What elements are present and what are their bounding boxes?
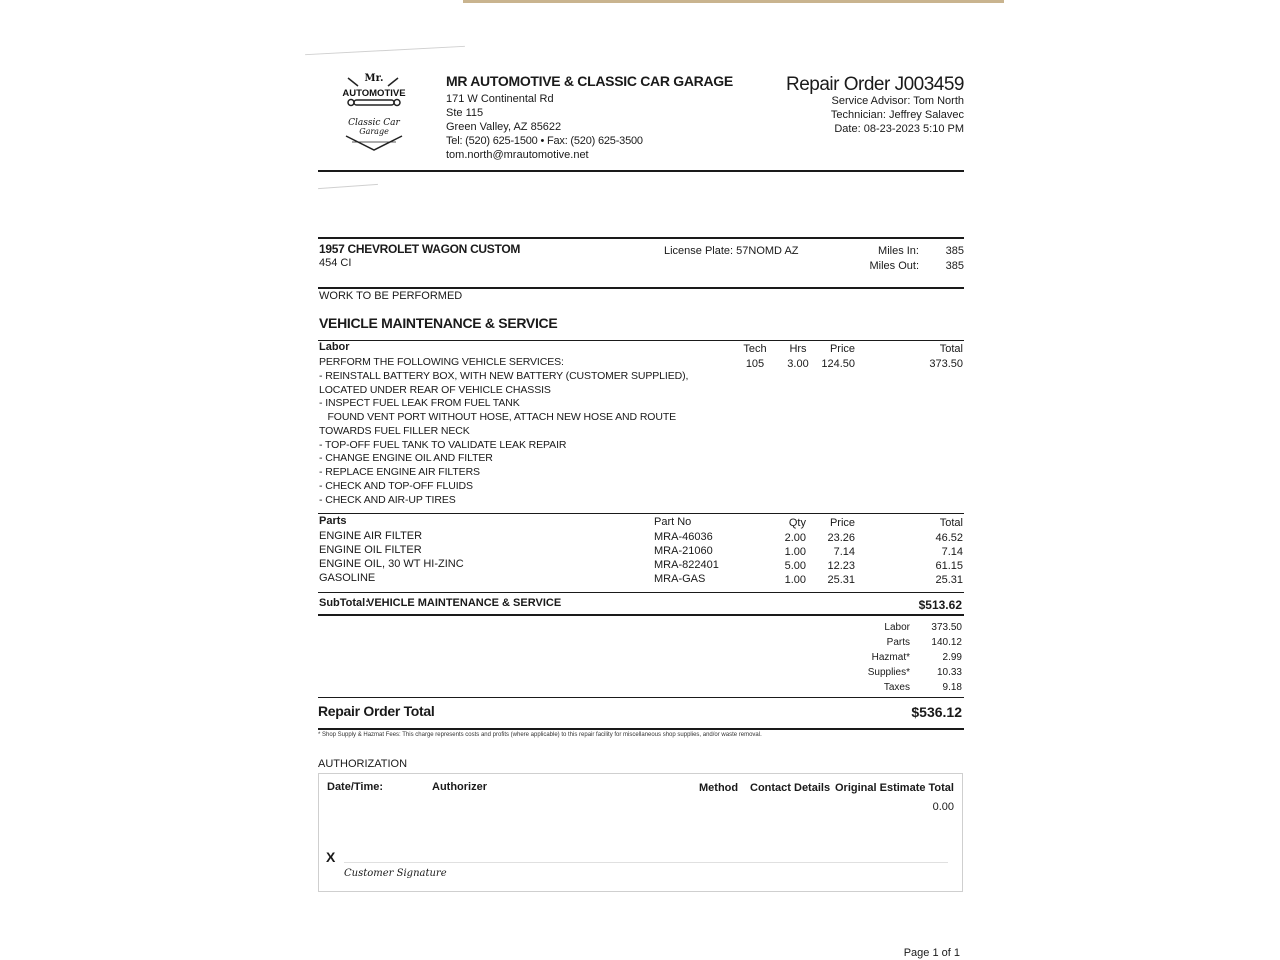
summary-parts-label: Parts xyxy=(886,637,910,648)
labor-col-tech: Tech xyxy=(743,343,767,355)
labor-line: - REINSTALL BATTERY BOX, WITH NEW BATTERY (CUSTOMER SUPPLIED), xyxy=(319,370,689,382)
logo-text-classic: Classic Car xyxy=(348,118,400,128)
shop-name: MR AUTOMOTIVE & CLASSIC CAR GARAGE xyxy=(446,73,733,89)
labor-line: - CHECK AND AIR-UP TIRES xyxy=(319,494,456,506)
parts-col-total: Total xyxy=(939,517,963,529)
parts-col-qty: Qty xyxy=(788,517,806,529)
labor-line: - CHANGE ENGINE OIL AND FILTER xyxy=(319,452,493,464)
total-bottom-rule xyxy=(318,728,964,730)
shop-city: Green Valley, AZ 85622 xyxy=(446,121,562,133)
authorization-heading: AUTHORIZATION xyxy=(318,758,408,770)
page-number: Page 1 of 1 xyxy=(903,947,960,959)
labor-hrs-value: 3.00 xyxy=(787,358,809,370)
labor-tech-value: 105 xyxy=(745,358,765,370)
customer-signature-label: Customer Signature xyxy=(344,868,447,879)
summary-supplies-value: 10.33 xyxy=(936,667,962,678)
auth-col-method: Method xyxy=(699,782,739,794)
labor-line: - INSPECT FUEL LEAK FROM FUEL TANK xyxy=(319,397,520,409)
part-qty: 1.00 xyxy=(784,574,806,586)
shop-address-line2: Ste 115 xyxy=(446,107,484,119)
labor-col-hrs: Hrs xyxy=(789,343,807,355)
labor-line: - CHECK AND TOP-OFF FLUIDS xyxy=(319,480,473,492)
signature-x-mark: X xyxy=(326,849,336,865)
labor-col-price: Price xyxy=(829,343,855,355)
fee-footnote: * Shop Supply & Hazmat Fees: This charge represents costs and profits (where applicable) to this repair facility for miscellaneous shop supplies, and/or waste removal. xyxy=(318,732,762,738)
subtotal-name: VEHICLE MAINTENANCE & SERVICE xyxy=(367,597,562,609)
subtotal-label: SubTotal: xyxy=(319,597,369,609)
summary-taxes-label: Taxes xyxy=(883,682,910,693)
parts-rule xyxy=(318,513,964,514)
repair-order-title: Repair Order J003459 xyxy=(786,74,964,95)
auth-col-date: Date/Time: xyxy=(327,781,384,793)
part-price: 23.26 xyxy=(827,532,855,544)
summary-labor-label: Labor xyxy=(884,622,910,633)
miles-in-label: Miles In: xyxy=(878,245,919,257)
shop-email[interactable]: tom.north@mrautomotive.net xyxy=(446,149,589,161)
part-number: MRA-21060 xyxy=(654,545,713,557)
part-name: ENGINE AIR FILTER xyxy=(319,530,423,542)
miles-out-value: 385 xyxy=(945,260,964,272)
auth-col-estimate: Original Estimate Total xyxy=(835,782,954,794)
part-qty: 5.00 xyxy=(784,560,806,572)
auth-estimate-value: 0.00 xyxy=(932,801,954,813)
summary-supplies-label: Supplies* xyxy=(867,667,910,678)
labor-line: LOCATED UNDER REAR OF VEHICLE CHASSIS xyxy=(319,384,551,396)
service-advisor: Service Advisor: Tom North xyxy=(831,95,964,107)
part-total: 61.15 xyxy=(935,560,963,572)
subtotal-value: $513.62 xyxy=(918,598,962,612)
summary-labor-value: 373.50 xyxy=(931,622,962,633)
scan-smudge xyxy=(305,46,465,55)
shop-phone: Tel: (520) 625-1500 • Fax: (520) 625-3500 xyxy=(446,135,643,147)
logo-text-automotive: AUTOMOTIVE xyxy=(342,88,406,99)
scan-smudge xyxy=(318,184,378,189)
part-price: 7.14 xyxy=(833,546,855,558)
shop-address-line1: 171 W Continental Rd xyxy=(446,93,554,105)
labor-header: Labor xyxy=(319,341,350,353)
technician: Technician: Jeffrey Salavec xyxy=(830,109,964,121)
labor-line: FOUND VENT PORT WITHOUT HOSE, ATTACH NEW HOSE AND ROUTE xyxy=(319,411,677,423)
summary-parts-value: 140.12 xyxy=(931,637,962,648)
miles-in-value: 385 xyxy=(945,245,964,257)
part-name: ENGINE OIL FILTER xyxy=(319,544,422,556)
labor-rule xyxy=(318,340,964,341)
vehicle-engine: 454 CI xyxy=(319,257,352,269)
labor-line: - REPLACE ENGINE AIR FILTERS xyxy=(319,466,480,478)
signature-line[interactable] xyxy=(344,862,948,863)
part-number: MRA-GAS xyxy=(654,573,706,585)
part-price: 12.23 xyxy=(827,560,855,572)
photo-edge-strip xyxy=(463,0,1004,3)
summary-taxes-value: 9.18 xyxy=(942,682,962,693)
shop-logo xyxy=(334,70,414,155)
part-number: MRA-822401 xyxy=(654,559,719,571)
auth-col-authorizer: Authorizer xyxy=(432,781,487,793)
license-plate: License Plate: 57NOMD AZ xyxy=(664,245,799,257)
total-top-rule xyxy=(318,697,964,698)
vehicle-bottom-rule xyxy=(318,287,964,289)
repair-order-total-value: $536.12 xyxy=(911,704,962,720)
labor-line: - TOP-OFF FUEL TANK TO VALIDATE LEAK REPAIR xyxy=(319,439,567,451)
part-price: 25.31 xyxy=(827,574,855,586)
labor-col-total: Total xyxy=(939,343,963,355)
repair-order-total-label: Repair Order Total xyxy=(318,703,435,719)
part-name: GASOLINE xyxy=(319,572,376,584)
part-total: 46.52 xyxy=(935,532,963,544)
vehicle-name: 1957 CHEVROLET WAGON CUSTOM xyxy=(319,242,521,256)
labor-total-value: 373.50 xyxy=(929,358,963,370)
vehicle-top-rule xyxy=(318,237,964,239)
auth-col-contact: Contact Details xyxy=(750,782,831,794)
part-total: 7.14 xyxy=(941,546,963,558)
part-name: ENGINE OIL, 30 WT HI-ZINC xyxy=(319,558,464,570)
part-number: MRA-46036 xyxy=(654,531,713,543)
order-date: Date: 08-23-2023 5:10 PM xyxy=(834,123,964,135)
header-divider xyxy=(318,170,964,172)
summary-hazmat-label: Hazmat* xyxy=(871,652,910,663)
work-title: VEHICLE MAINTENANCE & SERVICE xyxy=(319,315,558,331)
parts-header: Parts xyxy=(319,515,347,527)
subtotal-bottom-rule xyxy=(318,614,964,616)
part-total: 25.31 xyxy=(935,574,963,586)
labor-line: TOWARDS FUEL FILLER NECK xyxy=(319,425,470,437)
logo-text-garage: Garage xyxy=(359,127,389,136)
summary-hazmat-value: 2.99 xyxy=(942,652,962,663)
work-heading: WORK TO BE PERFORMED xyxy=(319,290,463,302)
part-qty: 1.00 xyxy=(784,546,806,558)
labor-price-value: 124.50 xyxy=(821,358,855,370)
subtotal-top-rule xyxy=(318,592,964,593)
parts-col-partno: Part No xyxy=(654,516,692,528)
parts-col-price: Price xyxy=(829,517,855,529)
logo-text-mr: Mr. xyxy=(364,73,384,84)
miles-out-label: Miles Out: xyxy=(869,260,919,272)
labor-line: PERFORM THE FOLLOWING VEHICLE SERVICES: xyxy=(319,356,564,368)
part-qty: 2.00 xyxy=(784,532,806,544)
